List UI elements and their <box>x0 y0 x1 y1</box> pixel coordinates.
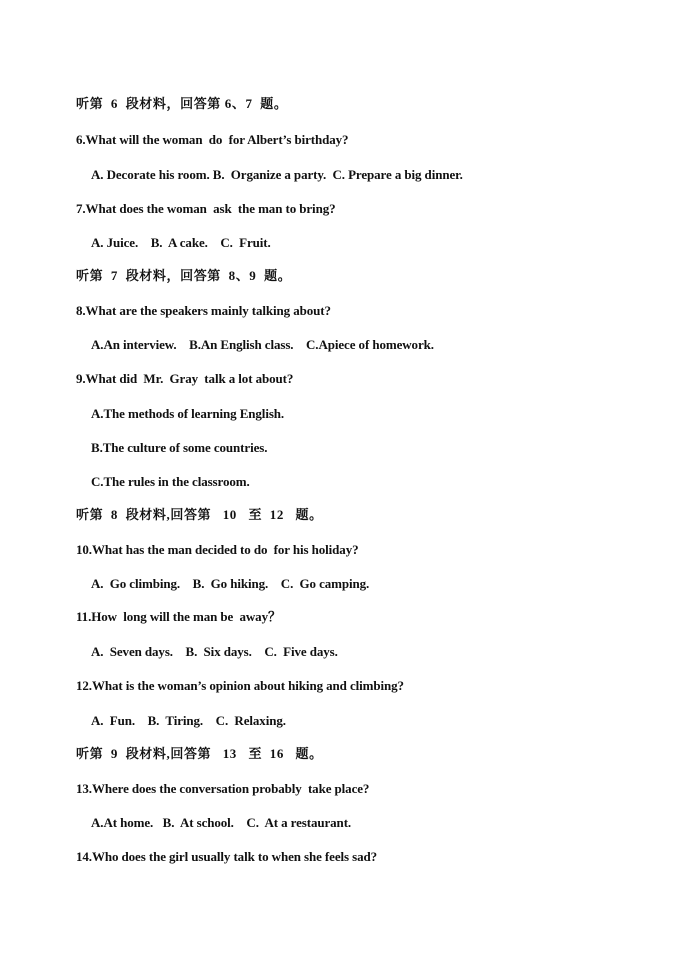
question-6: 6.What will the woman do for Albert’s birthday? <box>76 132 349 147</box>
section-header-7: 听第 7 段材料，回答第 8、9 题。 <box>76 268 292 283</box>
question-13: 13.Where does the conversation probably take place? <box>76 781 370 796</box>
question-11-options: A. Seven days. B. Six days. C. Five days. <box>91 644 338 659</box>
question-12-options: A. Fun. B. Tiring. C. Relaxing. <box>91 713 286 728</box>
question-13-options: A.At home. B. At school. C. At a restaurant. <box>91 815 352 830</box>
question-9-option-c: C.The rules in the classroom. <box>91 474 250 489</box>
section-header-9: 听第 9 段材料,回答第 13 至 16 题。 <box>76 746 323 761</box>
question-12: 12.What is the woman’s opinion about hiking and climbing? <box>76 678 404 693</box>
question-8-options: A.An interview. B.An English class. C.Apiece of homework. <box>91 337 434 352</box>
question-9: 9.What did Mr. Gray talk a lot about? <box>76 371 294 386</box>
question-9-option-a: A.The methods of learning English. <box>91 406 285 421</box>
question-10-options: A. Go climbing. B. Go hiking. C. Go camping. <box>91 576 370 591</box>
question-7-options: A. Juice. B. A cake. C. Fruit. <box>91 235 271 250</box>
section-header-8: 听第 8 段材料,回答第 10 至 12 题。 <box>76 507 323 522</box>
question-14: 14.Who does the girl usually talk to when she feels sad? <box>76 849 378 864</box>
question-7: 7.What does the woman ask the man to bring? <box>76 201 336 216</box>
question-8: 8.What are the speakers mainly talking about? <box>76 303 331 318</box>
question-10: 10.What has the man decided to do for his holiday? <box>76 542 359 557</box>
question-6-options: A. Decorate his room. B. Organize a party. C. Prepare a big dinner. <box>91 167 463 182</box>
section-header-6: 听第 6 段材料，回答第 6、7 题。 <box>76 96 288 111</box>
question-9-option-b: B.The culture of some countries. <box>91 440 268 455</box>
question-11: 11.How long will the man be away？ <box>76 609 281 624</box>
